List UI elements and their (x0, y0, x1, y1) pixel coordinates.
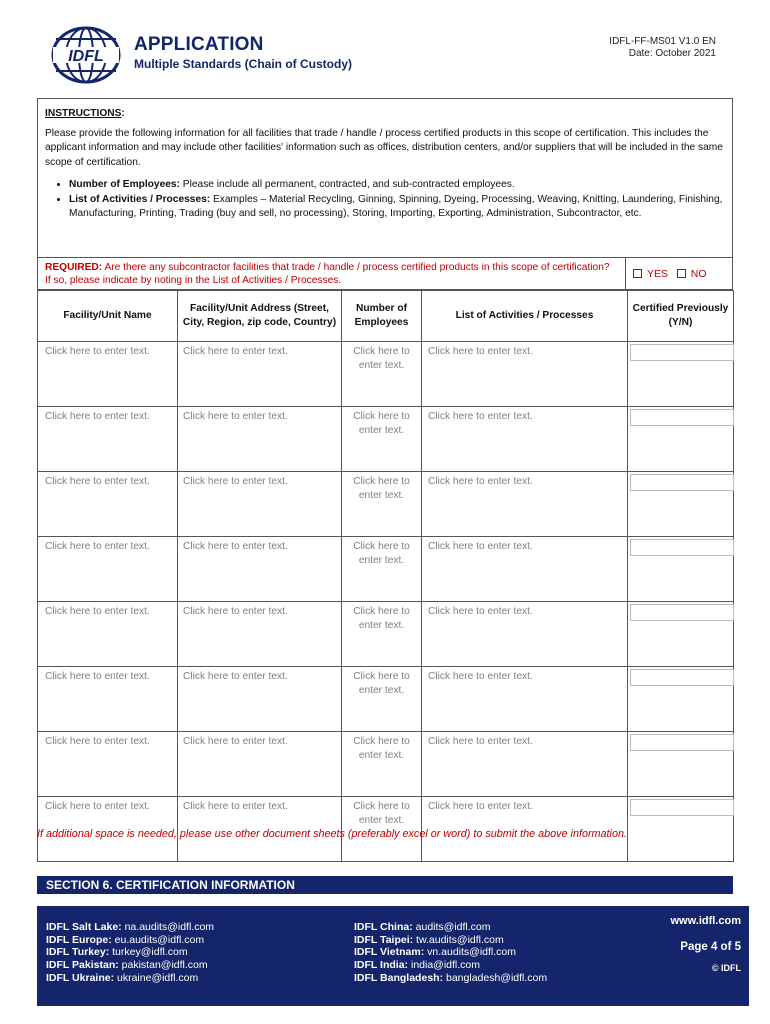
bullet-text: Examples – Material Recycling, Ginning, Spinning, Dyeing, Processing, Weaving, Knitting, Laundering, Finishing, Manufacturing, Printing, Trading (buy and sell, no processing), Storing, Importing, Exporting, Administration, Subcontractor, etc. (69, 193, 723, 219)
facility-address-field[interactable]: Click here to enter text. (178, 537, 342, 602)
contact-label: IDFL Salt Lake: (46, 921, 122, 933)
certified-previously-input[interactable] (630, 539, 734, 556)
footer-contacts-left (46, 921, 214, 985)
instructions-title-colon: : (121, 108, 125, 119)
contact-label: IDFL Taipei: (354, 933, 414, 946)
facility-address-field[interactable]: Click here to enter text. (178, 667, 342, 732)
certified-previously-input[interactable] (630, 604, 734, 621)
contact-email[interactable]: na.audits@idfl.com (124, 921, 215, 933)
table-row (38, 602, 734, 667)
header-certified-previously: Certified Previously (Y/N) (628, 291, 734, 342)
no-checkbox[interactable] (677, 269, 686, 278)
certified-previously-input[interactable] (630, 474, 734, 491)
contact-label: IDFL India: (354, 959, 409, 972)
contact-label: IDFL Bangladesh: (354, 971, 444, 984)
certified-previously-cell (628, 667, 734, 732)
page-subtitle: Multiple Standards (Chain of Custody) (134, 57, 352, 71)
activities-field[interactable]: Click here to enter text. (422, 732, 628, 797)
additional-space-note: If additional space is needed, please use other document sheets (preferably excel or word) to submit the above information. (37, 828, 627, 840)
certified-previously-input[interactable] (630, 799, 734, 816)
contact-email[interactable]: audits@idfl.com (415, 921, 491, 933)
facility-address-field[interactable]: Click here to enter text. (178, 472, 342, 537)
header-activities: List of Activities / Processes (422, 291, 628, 342)
footer (37, 906, 749, 1006)
contact-label: IDFL Europe: (46, 933, 112, 946)
required-divider (625, 258, 626, 289)
table-row (38, 407, 734, 472)
certified-previously-cell (628, 407, 734, 472)
contact-email[interactable]: turkey@idfl.com (112, 946, 188, 959)
footer-contacts-right (354, 921, 547, 985)
contact-email[interactable]: eu.audits@idfl.com (114, 933, 205, 946)
facility-address-field[interactable]: Click here to enter text. (178, 602, 342, 667)
copyright: © IDFL (711, 963, 741, 973)
facility-name-field[interactable]: Click here to enter text. (38, 472, 178, 537)
contact-email[interactable]: india@idfl.com (410, 959, 481, 972)
employees-field[interactable]: Click here to enter text. (342, 342, 422, 407)
contact-pakistan (46, 959, 214, 972)
contact-bangladesh (354, 972, 547, 985)
contact-turkey (46, 946, 214, 959)
contact-email[interactable]: vn.audits@idfl.com (427, 946, 517, 959)
facility-rows (38, 342, 734, 862)
facility-address-field[interactable]: Click here to enter text. (178, 407, 342, 472)
contact-taipei (354, 934, 547, 947)
required-question (45, 262, 615, 287)
table-row (38, 472, 734, 537)
employees-field[interactable]: Click here to enter text. (342, 667, 422, 732)
table-row (38, 342, 734, 407)
required-label: REQUIRED: (45, 262, 103, 273)
table-row (38, 537, 734, 602)
facility-name-field[interactable]: Click here to enter text. (38, 667, 178, 732)
contact-vietnam (354, 946, 547, 959)
table-row (38, 732, 734, 797)
facility-name-field[interactable]: Click here to enter text. (38, 407, 178, 472)
facility-name-field[interactable]: Click here to enter text. (38, 602, 178, 667)
employees-field[interactable]: Click here to enter text. (342, 407, 422, 472)
facility-name-field[interactable]: Click here to enter text. (38, 732, 178, 797)
employees-field[interactable]: Click here to enter text. (342, 537, 422, 602)
instructions-text: Please provide the following information for all facilities that trade / handle / process certified products in this scope of certification. This includes the applicant information and may include other facilities' information such as offices, distribution centers, and/or suppliers that will be included in the same scope of certification. (45, 127, 723, 168)
facility-address-field[interactable]: Click here to enter text. (178, 732, 342, 797)
section-6-header: SECTION 6. CERTIFICATION INFORMATION (37, 876, 733, 894)
instructions-list (45, 178, 725, 222)
facility-name-field[interactable]: Click here to enter text. (38, 342, 178, 407)
document-id: IDFL-FF-MS01 V1.0 EN (609, 36, 716, 47)
certified-previously-cell (628, 342, 734, 407)
certified-previously-input[interactable] (630, 734, 734, 751)
facility-name-field[interactable]: Click here to enter text. (38, 537, 178, 602)
activities-field[interactable]: Click here to enter text. (422, 407, 628, 472)
contact-label: IDFL Turkey: (46, 946, 110, 959)
contact-europe (46, 934, 214, 947)
certified-previously-input[interactable] (630, 669, 734, 686)
logo-text: IDFL (68, 48, 104, 65)
required-text: Are there any subcontractor facilities that trade / handle / process certified products in this scope of certification? If so, please indicate by noting in the List of Activities / Processes. (45, 262, 610, 286)
contact-email[interactable]: ukraine@idfl.com (117, 971, 199, 984)
bullet-label: List of Activities / Processes: (69, 193, 211, 205)
certified-previously-cell (628, 472, 734, 537)
instructions-title: INSTRUCTIONS (45, 108, 122, 119)
instructions-box (37, 98, 733, 258)
contact-label: IDFL Pakistan: (46, 959, 119, 972)
header-facility-name: Facility/Unit Name (38, 291, 178, 342)
instruction-bullet-activities (69, 193, 725, 222)
employees-field[interactable]: Click here to enter text. (342, 602, 422, 667)
document-id-block (609, 36, 716, 60)
employees-field[interactable]: Click here to enter text. (342, 732, 422, 797)
employees-field[interactable]: Click here to enter text. (342, 472, 422, 537)
certified-previously-cell (628, 732, 734, 797)
instruction-bullet-employees (69, 178, 725, 193)
bullet-label: Number of Employees: (69, 179, 180, 190)
contact-label: IDFL China: (354, 921, 413, 933)
contact-email[interactable]: tw.audits@idfl.com (416, 933, 504, 946)
employees-field[interactable]: Click here to enter text. (342, 797, 422, 862)
bullet-text: Please include all permanent, contracted, and sub-contracted employees. (179, 179, 515, 190)
table-row (38, 667, 734, 732)
no-label: NO (690, 268, 707, 280)
contact-label: IDFL Vietnam: (354, 946, 425, 959)
facility-name-field[interactable]: Click here to enter text. (38, 797, 178, 862)
yes-no-options (633, 268, 707, 280)
facility-address-field[interactable]: Click here to enter text. (178, 342, 342, 407)
facility-address-field[interactable]: Click here to enter text. (178, 797, 342, 862)
activities-field[interactable]: Click here to enter text. (422, 342, 628, 407)
required-question-row (37, 258, 733, 290)
table-header-row (38, 291, 734, 342)
contact-ukraine (46, 972, 214, 985)
idfl-globe-logo-icon (50, 26, 122, 84)
contact-india (354, 959, 547, 972)
activities-field[interactable]: Click here to enter text. (422, 537, 628, 602)
certified-previously-cell (628, 602, 734, 667)
yes-label: YES (647, 268, 669, 280)
header-facility-address: Facility/Unit Address (Street, City, Region, zip code, Country) (178, 291, 342, 342)
activities-field[interactable]: Click here to enter text. (422, 667, 628, 732)
instructions-heading (45, 107, 725, 122)
page-number: Page 4 of 5 (680, 941, 741, 953)
activities-field[interactable]: Click here to enter text. (422, 472, 628, 537)
website-link[interactable]: www.idfl.com (670, 915, 741, 927)
facility-table (37, 290, 734, 862)
activities-field[interactable]: Click here to enter text. (422, 797, 628, 862)
page-title: APPLICATION (134, 34, 264, 55)
contact-salt-lake (46, 921, 214, 934)
contact-china (354, 921, 547, 934)
certified-previously-cell (628, 797, 734, 862)
contact-label: IDFL Ukraine: (46, 971, 115, 984)
contact-email[interactable]: pakistan@idfl.com (121, 959, 208, 972)
certified-previously-input[interactable] (630, 409, 734, 426)
yes-checkbox[interactable] (633, 269, 642, 278)
activities-field[interactable]: Click here to enter text. (422, 602, 628, 667)
contact-email[interactable]: bangladesh@idfl.com (446, 971, 548, 984)
certified-previously-cell (628, 537, 734, 602)
document-date: Date: October 2021 (628, 48, 716, 59)
certified-previously-input[interactable] (630, 344, 734, 361)
header-employees: Number of Employees (342, 291, 422, 342)
